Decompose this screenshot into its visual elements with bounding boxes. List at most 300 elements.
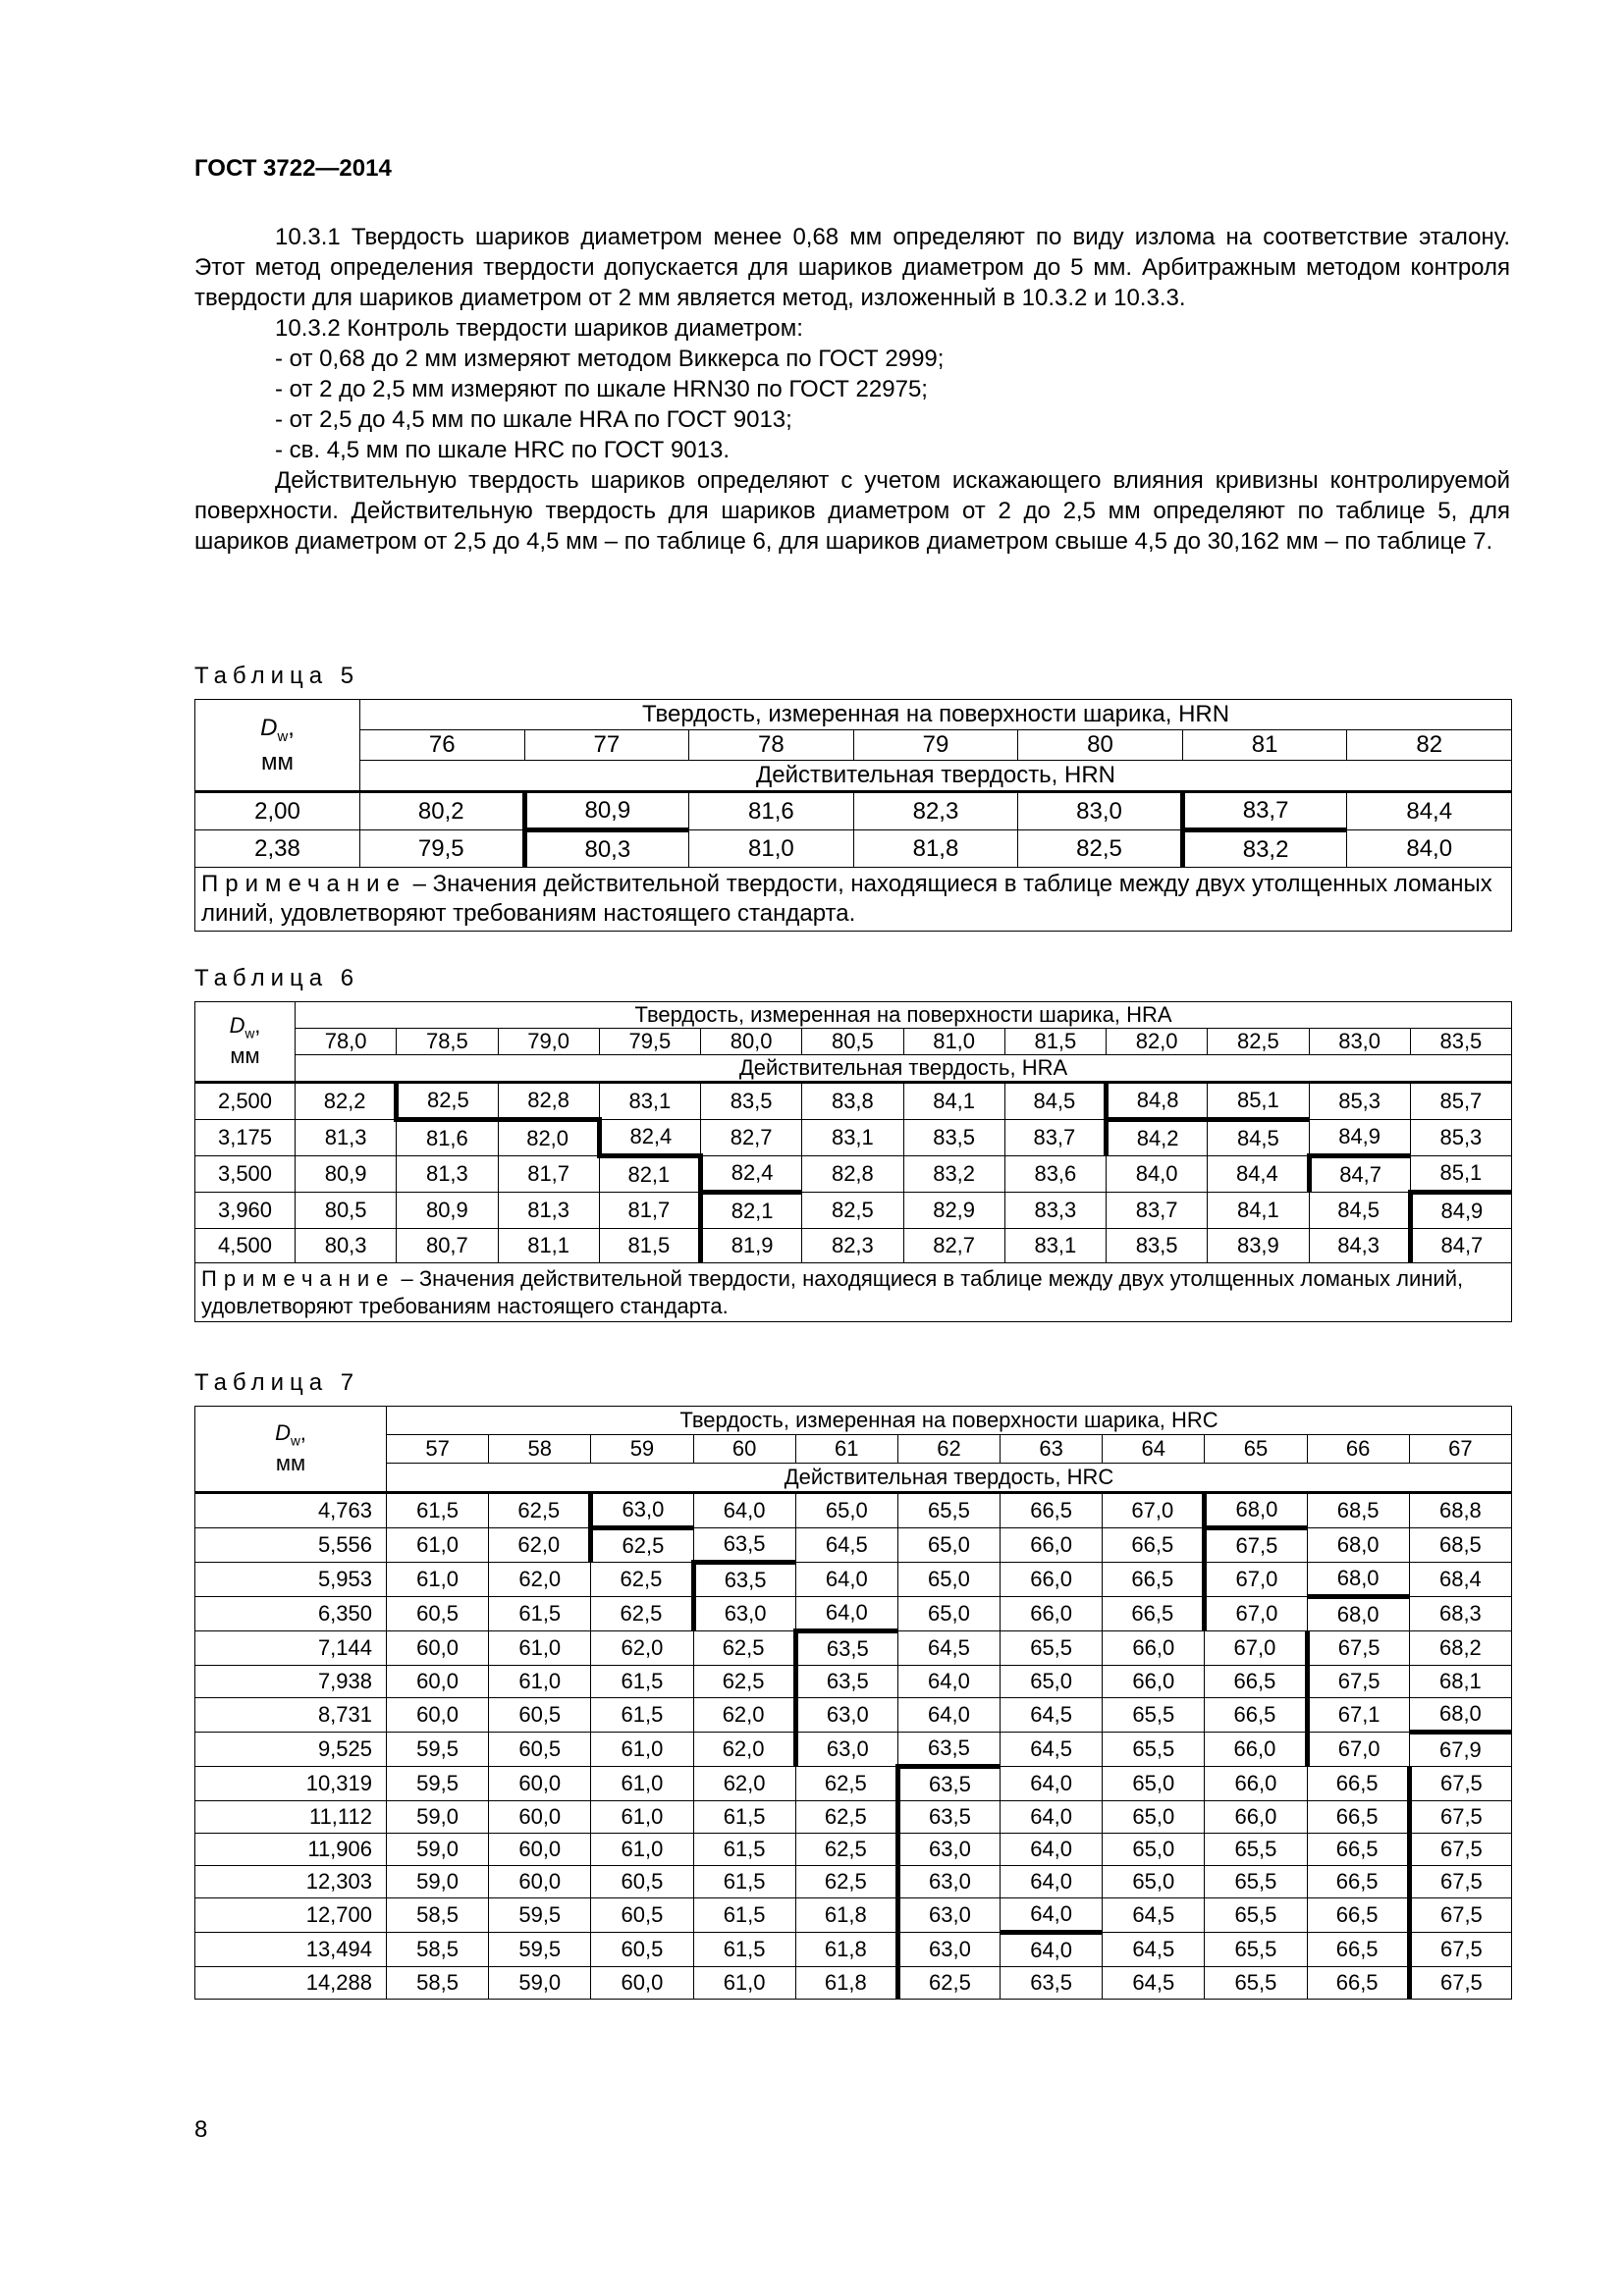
value-cell: 81,0: [689, 830, 854, 868]
value-cell: 64,0: [693, 1493, 795, 1528]
measured-hardness-header: Твердость, измеренная на поверхности шарика, HRA: [296, 1002, 1512, 1029]
value-cell: 61,0: [489, 1631, 591, 1666]
value-cell: 65,0: [897, 1597, 1000, 1631]
value-cell: 67,0: [1103, 1493, 1205, 1528]
value-cell: 67,5: [1409, 1767, 1511, 1801]
value-cell: 64,0: [1001, 1801, 1103, 1834]
value-cell: 59,5: [489, 1898, 591, 1933]
dw-symbol: D: [275, 1420, 291, 1446]
value-cell: 63,5: [897, 1767, 1000, 1801]
header-row: [195, 1055, 1512, 1083]
value-cell: 62,5: [795, 1866, 897, 1898]
column-header: 81,5: [1004, 1029, 1106, 1055]
value-cell: 63,5: [1001, 1967, 1103, 2000]
value-cell: 66,0: [1001, 1563, 1103, 1597]
value-cell: 64,5: [897, 1631, 1000, 1666]
value-cell: 63,5: [693, 1563, 795, 1597]
column-header: 60: [693, 1435, 795, 1464]
dw-cell: 2,00: [195, 792, 360, 830]
list-item: - св. 4,5 мм по шкале HRC по ГОСТ 9013.: [275, 437, 731, 463]
value-cell: 61,0: [591, 1767, 693, 1801]
dw-cell: 12,700: [195, 1898, 387, 1933]
value-cell: 65,0: [1001, 1666, 1103, 1698]
actual-hardness-header: Действительная твердость, HRA: [296, 1055, 1512, 1083]
dw-cell: 7,938: [195, 1666, 387, 1698]
value-cell: 82,8: [802, 1156, 903, 1193]
value-cell: 65,5: [1205, 1834, 1307, 1866]
note-row: [195, 868, 1512, 932]
value-cell: 81,7: [498, 1156, 599, 1193]
value-cell: 83,7: [1182, 792, 1347, 830]
value-cell: 65,0: [795, 1493, 897, 1528]
table-row: [195, 1666, 1512, 1698]
actual-hardness-header: Действительная твердость, HRN: [360, 761, 1512, 792]
value-cell: 68,3: [1409, 1597, 1511, 1631]
measured-hardness-header: Твердость, измеренная на поверхности шарика, HRC: [387, 1407, 1512, 1435]
value-cell: 68,0: [1307, 1563, 1409, 1597]
column-header: 78,0: [296, 1029, 397, 1055]
dw-cell: 5,953: [195, 1563, 387, 1597]
value-cell: 83,0: [1018, 792, 1183, 830]
value-cell: 64,0: [1001, 1866, 1103, 1898]
value-cell: 63,5: [693, 1528, 795, 1563]
value-cell: 64,0: [1001, 1767, 1103, 1801]
table-row: [195, 1563, 1512, 1597]
value-cell: 82,4: [701, 1156, 802, 1193]
dw-cell: 13,494: [195, 1933, 387, 1967]
note-label: Примечание: [201, 871, 406, 897]
value-cell: 60,0: [489, 1767, 591, 1801]
value-cell: 84,5: [1004, 1083, 1106, 1120]
value-cell: 66,0: [1205, 1767, 1307, 1801]
value-cell: 84,0: [1107, 1156, 1208, 1193]
value-cell: 67,5: [1409, 1898, 1511, 1933]
column-header: 59: [591, 1435, 693, 1464]
value-cell: 62,0: [591, 1631, 693, 1666]
value-cell: 62,5: [693, 1631, 795, 1666]
value-cell: 83,1: [802, 1120, 903, 1156]
value-cell: 61,5: [693, 1933, 795, 1967]
value-cell: 84,8: [1107, 1083, 1208, 1120]
value-cell: 65,0: [897, 1563, 1000, 1597]
value-cell: 82,4: [599, 1120, 700, 1156]
table-row: [195, 1767, 1512, 1801]
dw-cell: 6,350: [195, 1597, 387, 1631]
value-cell: 83,2: [903, 1156, 1004, 1193]
column-header: 67: [1409, 1435, 1511, 1464]
value-cell: 80,7: [397, 1229, 498, 1263]
value-cell: 63,0: [693, 1597, 795, 1631]
value-cell: 63,0: [897, 1898, 1000, 1933]
value-cell: 84,9: [1309, 1120, 1410, 1156]
value-cell: 66,5: [1307, 1898, 1409, 1933]
table-row: [195, 830, 1512, 868]
column-header: 79: [853, 730, 1018, 761]
value-cell: 65,0: [1103, 1866, 1205, 1898]
value-cell: 81,6: [397, 1120, 498, 1156]
table-5: [194, 699, 1512, 932]
value-cell: 61,0: [693, 1967, 795, 2000]
value-cell: 68,0: [1409, 1698, 1511, 1733]
dw-cell: 5,556: [195, 1528, 387, 1563]
value-cell: 64,0: [897, 1666, 1000, 1698]
table-row: [195, 1083, 1512, 1120]
dw-header: $D_w$, мм: [195, 1407, 387, 1493]
dw-cell: 4,500: [195, 1229, 296, 1263]
value-cell: 67,1: [1307, 1698, 1409, 1733]
value-cell: 85,1: [1410, 1156, 1511, 1193]
value-cell: 67,5: [1409, 1933, 1511, 1967]
table-7: [194, 1406, 1512, 2000]
value-cell: 64,0: [1001, 1834, 1103, 1866]
value-cell: 82,2: [296, 1083, 397, 1120]
table-row: [195, 1967, 1512, 2000]
table-5-label: Таблица 5: [194, 663, 360, 689]
value-cell: 61,5: [693, 1866, 795, 1898]
column-header: 62: [897, 1435, 1000, 1464]
value-cell: 61,0: [591, 1733, 693, 1767]
value-cell: 83,6: [1004, 1156, 1106, 1193]
value-cell: 61,5: [591, 1666, 693, 1698]
value-cell: 65,5: [1001, 1631, 1103, 1666]
dw-subscript: w: [290, 1433, 300, 1449]
value-cell: 61,5: [693, 1834, 795, 1866]
dw-header: $D_w$, мм: [195, 1002, 296, 1083]
table-row: [195, 1597, 1512, 1631]
value-cell: 67,5: [1307, 1666, 1409, 1698]
value-cell: 81,1: [498, 1229, 599, 1263]
table-row: [195, 1120, 1512, 1156]
value-cell: 82,5: [397, 1083, 498, 1120]
list-item: - от 0,68 до 2 мм измеряют методом Виккерса по ГОСТ 2999;: [275, 346, 945, 372]
value-cell: 59,0: [387, 1834, 489, 1866]
value-cell: 64,5: [1001, 1698, 1103, 1733]
dw-symbol: D: [260, 714, 278, 741]
value-cell: 68,0: [1307, 1528, 1409, 1563]
value-cell: 68,4: [1409, 1563, 1511, 1597]
table-row: [195, 1933, 1512, 1967]
value-cell: 67,5: [1409, 1967, 1511, 2000]
dw-subscript: w: [244, 1026, 255, 1041]
value-cell: 67,5: [1409, 1834, 1511, 1866]
value-cell: 84,9: [1410, 1193, 1511, 1229]
value-cell: 62,0: [693, 1767, 795, 1801]
value-cell: 62,5: [591, 1563, 693, 1597]
value-cell: 60,5: [489, 1698, 591, 1733]
table-row: [195, 1801, 1512, 1834]
value-cell: 64,0: [1001, 1898, 1103, 1933]
value-cell: 66,5: [1307, 1866, 1409, 1898]
value-cell: 85,3: [1410, 1120, 1511, 1156]
value-cell: 60,0: [387, 1666, 489, 1698]
value-cell: 60,5: [591, 1898, 693, 1933]
value-cell: 66,5: [1103, 1597, 1205, 1631]
value-cell: 64,5: [1103, 1898, 1205, 1933]
column-header: 80: [1018, 730, 1183, 761]
value-cell: 58,5: [387, 1898, 489, 1933]
value-cell: 82,1: [701, 1193, 802, 1229]
table-row: [195, 1528, 1512, 1563]
value-cell: 68,2: [1409, 1631, 1511, 1666]
value-cell: 67,0: [1205, 1597, 1307, 1631]
value-cell: 66,0: [1103, 1666, 1205, 1698]
value-cell: 65,0: [1103, 1834, 1205, 1866]
dw-cell: 7,144: [195, 1631, 387, 1666]
value-cell: 83,5: [903, 1120, 1004, 1156]
column-header: 81,0: [903, 1029, 1004, 1055]
value-cell: 80,3: [296, 1229, 397, 1263]
value-cell: 67,9: [1409, 1733, 1511, 1767]
value-cell: 63,5: [897, 1801, 1000, 1834]
dw-cell: 12,303: [195, 1866, 387, 1898]
value-cell: 60,0: [387, 1698, 489, 1733]
value-cell: 60,5: [387, 1597, 489, 1631]
value-cell: 63,5: [795, 1631, 897, 1666]
value-cell: 82,3: [802, 1229, 903, 1263]
value-cell: 82,0: [498, 1120, 599, 1156]
value-cell: 67,0: [1307, 1733, 1409, 1767]
value-cell: 82,5: [802, 1193, 903, 1229]
value-cell: 63,0: [897, 1933, 1000, 1967]
value-cell: 80,9: [296, 1156, 397, 1193]
value-cell: 81,5: [599, 1229, 700, 1263]
value-cell: 60,0: [489, 1834, 591, 1866]
table-row: [195, 1631, 1512, 1666]
value-cell: 82,3: [853, 792, 1018, 830]
value-cell: 59,5: [387, 1767, 489, 1801]
value-cell: 61,5: [387, 1493, 489, 1528]
value-cell: 61,0: [387, 1528, 489, 1563]
dw-cell: 3,500: [195, 1156, 296, 1193]
value-cell: 66,0: [1205, 1733, 1307, 1767]
value-cell: 59,0: [387, 1801, 489, 1834]
column-header: 82: [1347, 730, 1512, 761]
value-cell: 83,5: [701, 1083, 802, 1120]
column-header: 77: [524, 730, 689, 761]
value-cell: 64,0: [795, 1597, 897, 1631]
value-cell: 62,0: [693, 1698, 795, 1733]
table-note: [195, 1263, 1512, 1322]
dw-symbol: D: [229, 1013, 245, 1039]
dw-cell: 2,500: [195, 1083, 296, 1120]
dw-cell: 4,763: [195, 1493, 387, 1528]
value-cell: 85,3: [1309, 1083, 1410, 1120]
table-note: [195, 868, 1512, 932]
value-cell: 67,5: [1409, 1801, 1511, 1834]
value-cell: 68,0: [1205, 1493, 1307, 1528]
value-cell: 85,7: [1410, 1083, 1511, 1120]
value-cell: 84,7: [1309, 1156, 1410, 1193]
header-row: [195, 1407, 1512, 1435]
value-cell: 59,5: [489, 1933, 591, 1967]
value-cell: 82,5: [1018, 830, 1183, 868]
value-cell: 58,5: [387, 1933, 489, 1967]
value-cell: 82,1: [599, 1156, 700, 1193]
value-cell: 66,5: [1307, 1834, 1409, 1866]
paragraph-10-3-2: 10.3.2 Контроль твердости шариков диаметром:: [275, 315, 803, 342]
value-cell: 84,7: [1410, 1229, 1511, 1263]
value-cell: 61,5: [693, 1801, 795, 1834]
value-cell: 64,0: [795, 1563, 897, 1597]
value-cell: 68,1: [1409, 1666, 1511, 1698]
dw-unit: мм: [230, 1043, 260, 1069]
value-cell: 68,5: [1409, 1528, 1511, 1563]
value-cell: 62,5: [795, 1767, 897, 1801]
value-cell: 81,3: [498, 1193, 599, 1229]
note-text: – Значения действительной твердости, находящиеся в таблице между двух утолщенных ломаных линий, удовлетворяют требованиям настоящего стандарта.: [201, 871, 1492, 927]
table-row: [195, 1156, 1512, 1193]
value-cell: 63,0: [795, 1733, 897, 1767]
value-cell: 61,8: [795, 1933, 897, 1967]
value-cell: 84,4: [1347, 792, 1512, 830]
table-row: [195, 1834, 1512, 1866]
value-cell: 81,9: [701, 1229, 802, 1263]
value-cell: 84,0: [1347, 830, 1512, 868]
value-cell: 62,0: [489, 1528, 591, 1563]
value-cell: 83,7: [1107, 1193, 1208, 1229]
value-cell: 62,5: [897, 1967, 1000, 2000]
value-cell: 67,5: [1409, 1866, 1511, 1898]
value-cell: 62,0: [693, 1733, 795, 1767]
value-cell: 61,5: [693, 1898, 795, 1933]
value-cell: 84,5: [1309, 1193, 1410, 1229]
value-cell: 68,8: [1409, 1493, 1511, 1528]
value-cell: 64,5: [1001, 1733, 1103, 1767]
value-cell: 65,0: [1103, 1767, 1205, 1801]
column-header: 79,0: [498, 1029, 599, 1055]
value-cell: 62,5: [591, 1528, 693, 1563]
value-cell: 66,5: [1103, 1528, 1205, 1563]
value-cell: 65,5: [897, 1493, 1000, 1528]
value-cell: 61,0: [591, 1801, 693, 1834]
value-cell: 66,0: [1205, 1801, 1307, 1834]
value-cell: 61,8: [795, 1967, 897, 2000]
value-cell: 81,3: [296, 1120, 397, 1156]
column-header: 81: [1182, 730, 1347, 761]
table-7-label: Таблица 7: [194, 1369, 360, 1396]
table-row: [195, 1229, 1512, 1263]
value-cell: 64,0: [897, 1698, 1000, 1733]
value-cell: 82,7: [701, 1120, 802, 1156]
value-cell: 63,5: [795, 1666, 897, 1698]
value-cell: 81,6: [689, 792, 854, 830]
table-row: [195, 1698, 1512, 1733]
value-cell: 61,0: [591, 1834, 693, 1866]
column-header: 78: [689, 730, 854, 761]
value-cell: 67,5: [1307, 1631, 1409, 1666]
value-cell: 66,0: [1001, 1597, 1103, 1631]
column-header: 65: [1205, 1435, 1307, 1464]
header-row: [195, 1435, 1512, 1464]
value-cell: 66,5: [1103, 1563, 1205, 1597]
value-cell: 84,1: [1208, 1193, 1309, 1229]
column-header: 66: [1307, 1435, 1409, 1464]
column-header: 83,5: [1410, 1029, 1511, 1055]
column-header: 78,5: [397, 1029, 498, 1055]
value-cell: 62,5: [795, 1801, 897, 1834]
column-header: 63: [1001, 1435, 1103, 1464]
value-cell: 61,0: [489, 1666, 591, 1698]
table-row: [195, 792, 1512, 830]
value-cell: 81,8: [853, 830, 1018, 868]
list-item: - от 2 до 2,5 мм измеряют по шкале HRN30 по ГОСТ 22975;: [275, 376, 928, 402]
header-row: [195, 730, 1512, 761]
column-header: 80,0: [701, 1029, 802, 1055]
dw-cell: 14,288: [195, 1967, 387, 2000]
value-cell: 61,5: [591, 1698, 693, 1733]
table-6-label: Таблица 6: [194, 965, 360, 991]
page-header: ГОСТ 3722—2014: [194, 155, 392, 182]
measured-hardness-header: Твердость, измеренная на поверхности шарика, HRN: [360, 700, 1512, 730]
value-cell: 80,9: [524, 792, 689, 830]
dw-cell: 2,38: [195, 830, 360, 868]
dw-cell: 3,175: [195, 1120, 296, 1156]
value-cell: 83,9: [1208, 1229, 1309, 1263]
column-header: 76: [360, 730, 525, 761]
value-cell: 66,5: [1307, 1767, 1409, 1801]
value-cell: 61,5: [489, 1597, 591, 1631]
column-header: 79,5: [599, 1029, 700, 1055]
value-cell: 67,5: [1205, 1528, 1307, 1563]
value-cell: 63,0: [591, 1493, 693, 1528]
value-cell: 66,0: [1103, 1631, 1205, 1666]
value-cell: 66,5: [1307, 1801, 1409, 1834]
value-cell: 59,0: [387, 1866, 489, 1898]
paragraph-actual-hardness: Действительную твердость шариков определяют с учетом искажающего влияния кривизны контролируемой поверхности. Действительную твердость для шариков диаметром от 2 до 2,5 мм определяют по таблице 5, для шариков диаметром от 2,5 до 4,5 мм – по таблице 6, для шариков диаметром свыше 4,5 до 30,162 мм – по таблице 7.: [194, 467, 1510, 555]
value-cell: 60,0: [489, 1866, 591, 1898]
value-cell: 65,5: [1205, 1933, 1307, 1967]
value-cell: 80,2: [360, 792, 525, 830]
dw-cell: 11,906: [195, 1834, 387, 1866]
value-cell: 83,1: [599, 1083, 700, 1120]
note-row: [195, 1263, 1512, 1322]
value-cell: 83,3: [1004, 1193, 1106, 1229]
value-cell: 60,5: [591, 1866, 693, 1898]
value-cell: 80,3: [524, 830, 689, 868]
value-cell: 64,5: [1103, 1967, 1205, 2000]
value-cell: 63,5: [897, 1733, 1000, 1767]
value-cell: 68,0: [1307, 1597, 1409, 1631]
dw-unit: мм: [275, 1451, 306, 1476]
list-item: - от 2,5 до 4,5 мм по шкале HRA по ГОСТ 9013;: [275, 406, 792, 433]
value-cell: 66,5: [1001, 1493, 1103, 1528]
value-cell: 81,3: [397, 1156, 498, 1193]
dw-header: $D_w$, мм: [195, 700, 360, 792]
value-cell: 80,9: [397, 1193, 498, 1229]
value-cell: 61,0: [387, 1563, 489, 1597]
value-cell: 65,5: [1103, 1733, 1205, 1767]
value-cell: 65,5: [1205, 1898, 1307, 1933]
value-cell: 79,5: [360, 830, 525, 868]
dw-cell: 10,319: [195, 1767, 387, 1801]
actual-hardness-header: Действительная твердость, HRC: [387, 1464, 1512, 1493]
value-cell: 65,5: [1103, 1698, 1205, 1733]
value-cell: 60,0: [489, 1801, 591, 1834]
value-cell: 60,0: [591, 1967, 693, 2000]
table-row: [195, 1733, 1512, 1767]
value-cell: 84,2: [1107, 1120, 1208, 1156]
value-cell: 85,1: [1208, 1083, 1309, 1120]
value-cell: 60,5: [591, 1933, 693, 1967]
value-cell: 63,0: [897, 1834, 1000, 1866]
value-cell: 60,5: [489, 1733, 591, 1767]
value-cell: 66,5: [1307, 1933, 1409, 1967]
value-cell: 83,1: [1004, 1229, 1106, 1263]
dw-cell: 9,525: [195, 1733, 387, 1767]
value-cell: 82,7: [903, 1229, 1004, 1263]
dw-subscript: w: [277, 728, 289, 745]
value-cell: 82,9: [903, 1193, 1004, 1229]
